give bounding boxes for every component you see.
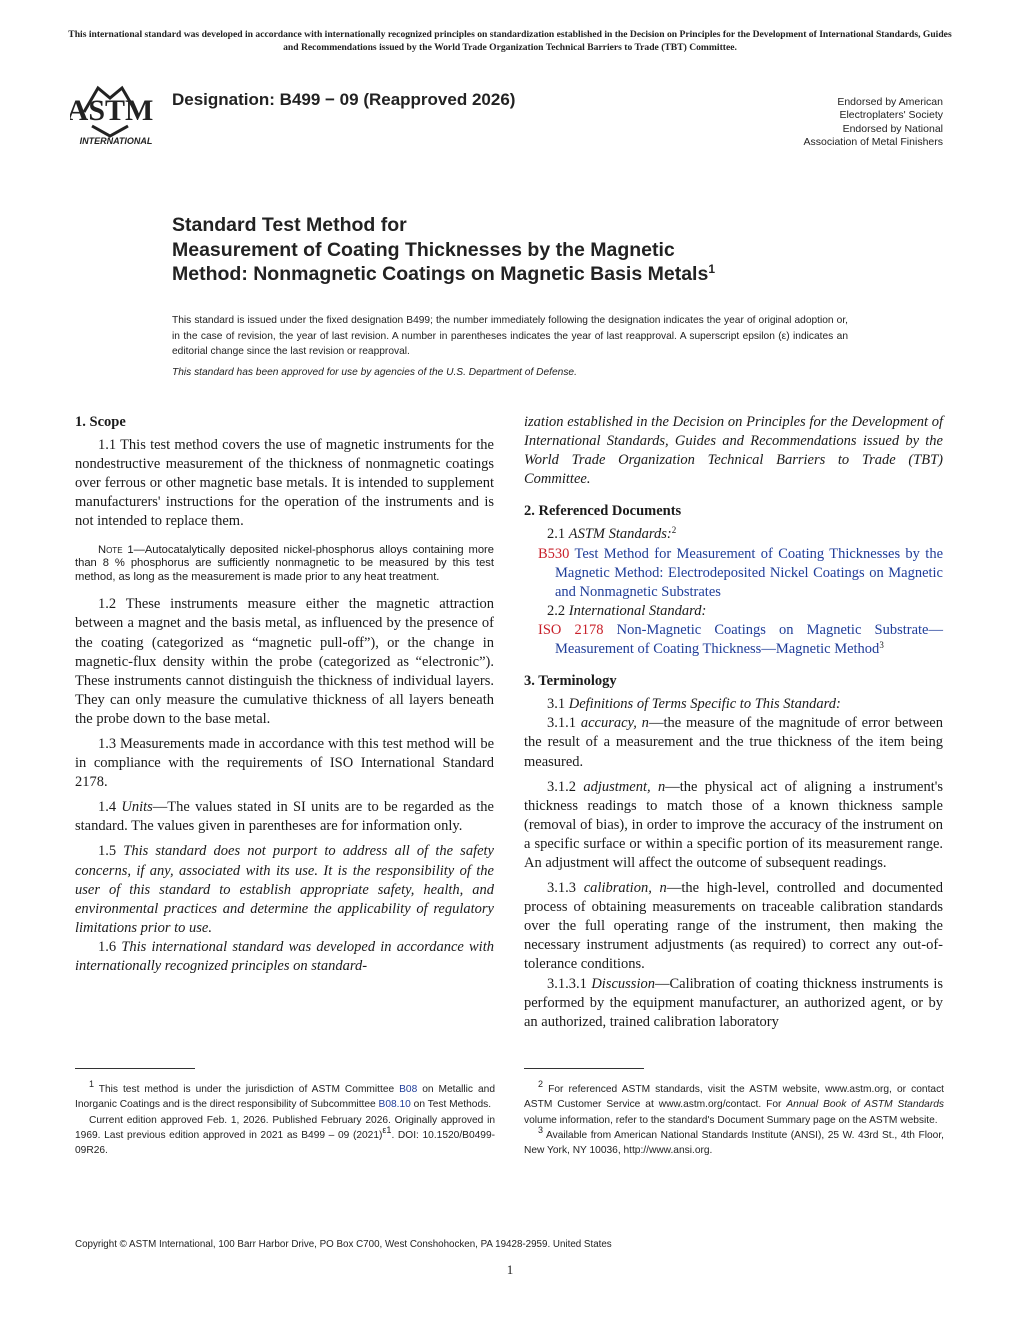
top-notice: This international standard was developed in accordance with internationally recognized principles on standardization established in the Decision on Principles for the Development of International Standards, Guides and Recommendations issued by the World Trade Organization Technical Barriers to Trade (TBT) Committee. xyxy=(68,29,952,53)
section-heading-scope: 1. Scope xyxy=(75,414,126,430)
para-text: —the physical act of aligning a instrument's thickness readings to match those of a known thickness sample (removal of bias), in order to improve the accuracy of the instrument on a specific surface or within a specific portion of its measurement range. An adjustment will affect the outcome of subsequent readings. xyxy=(524,778,944,871)
footnote-text: This test method is under the jurisdiction of ASTM Committee xyxy=(94,1084,400,1095)
paragraph-1-4 xyxy=(75,798,494,836)
term: calibration, n xyxy=(583,880,667,897)
document-title xyxy=(172,213,892,287)
para-text: International Standard: xyxy=(568,602,707,619)
footnote-text: on Metallic and Inorganic Coatings and is the direct responsibility of Subcommittee xyxy=(75,1084,495,1111)
reference-b530[interactable] xyxy=(524,545,943,602)
para-num: 3.1.2 xyxy=(547,778,584,795)
title-line-3 xyxy=(172,262,892,287)
para-num: 2.2 xyxy=(547,602,569,619)
copyright: Copyright © ASTM International, 100 Barr Harbor Drive, PO Box C700, West Conshohocken, PA 19428-2959. United States xyxy=(75,1239,612,1250)
footnote-text: Annual Book of ASTM Standards xyxy=(786,1099,944,1111)
section-heading-referenced: 2. Referenced Documents xyxy=(524,503,682,520)
para-text: ization established in the Decision on Principles for the Development of International Standards, Guides and Recommendations issued by the World Trade Organization Technical Barriers to Trade (TBT) Committee. xyxy=(524,414,943,488)
footnote-text: Available from American National Standards Institute (ANSI), 25 W. 43rd St., 4th Floor, New York, NY 10036, http://www.ansi.org. xyxy=(524,1129,944,1157)
note-1 xyxy=(75,544,494,585)
title-line-2: Measurement of Coating Thicknesses by the Magnetic xyxy=(172,238,675,261)
footnote-1 xyxy=(75,1079,495,1113)
footnote-2 xyxy=(524,1079,944,1128)
epsilon-mark: ε1 xyxy=(382,1124,392,1135)
term: Units xyxy=(121,799,153,816)
footnote-mark: 3 xyxy=(538,1124,544,1135)
subcommittee-link[interactable]: B08.10 xyxy=(378,1099,411,1111)
note-text: —Autocatalytically deposited nickel-phosphorus alloys containing more than 8 % phosphorus are sufficiently nonmagnetic to be measured by this test method, as long as the measurement is made prior to any heat treatment. xyxy=(75,543,494,583)
reference-iso-2178[interactable] xyxy=(524,621,943,659)
title-footnote-mark: 1 xyxy=(708,262,715,276)
footnote-text: For referenced ASTM standards, visit the ASTM website, www.astm.org, or contact ASTM Customer Service at www.astm.org/contact. For xyxy=(524,1084,944,1111)
footnotes-right xyxy=(524,1079,944,1158)
title-line-3-text: Method: Nonmagnetic Coatings on Magnetic Basis Metals xyxy=(172,263,709,285)
paragraph-1-6-continued xyxy=(524,413,943,489)
endorsement-line: Endorsed by National xyxy=(842,122,943,135)
paragraph-1-1: 1.1 This test method covers the use of magnetic instruments for the nondestructive measurement of the thickness of nonmagnetic coatings over ferrous or other magnetic base metals. It is intended to supplement manufacturers' instructions for the operation of the instruments and is not intended to replace them. xyxy=(75,437,494,530)
committee-link[interactable]: B08 xyxy=(399,1084,418,1095)
para-text: This international standard was developed in accordance with internationally recognized principles on standard- xyxy=(75,938,494,975)
endorsement-line: Endorsed by American xyxy=(837,96,943,108)
paragraph-1-6 xyxy=(75,938,494,976)
paragraph-3-1-1 xyxy=(524,714,943,771)
footnote-text: volume information, refer to the standard's Document Summary page on the ASTM website. xyxy=(524,1114,938,1126)
footnote-divider xyxy=(524,1068,644,1069)
para-num: 3.1.3.1 xyxy=(547,975,592,992)
footnote-mark: 1 xyxy=(89,1079,95,1089)
para-text: —the high-level, controlled and documented process of obtaining measurements on traceable calibration standards over the full operating range of the instrument, then making the necessary instrument adjustments (as required) to correct any out-of-tolerance conditions. xyxy=(524,880,943,973)
astm-logo-mark xyxy=(70,78,162,146)
astm-logo xyxy=(70,78,162,146)
note-label: Note 1 xyxy=(98,543,134,556)
endorsements xyxy=(804,96,943,149)
endorsement-line: Association of Metal Finishers xyxy=(803,135,943,148)
left-column xyxy=(75,413,494,976)
issued-statement: This standard is issued under the fixed designation B499; the number immediately following the designation indicates the year of original adoption or, in the case of revision, the year of last revision. A number in parentheses indicates the year of last reapproval. A superscript epsilon (ε) indicates an editorial change since the last revision or reapproval. xyxy=(172,315,848,358)
para-num: 2.1 xyxy=(547,526,569,543)
footnote-text: Current edition approved Feb. 1, 2026. Published February 2026. Originally approved in 1969. Last previous edition approved in 2021 as B499 – 09 (2021) xyxy=(75,1114,495,1141)
para-text: Definitions of Terms Specific to This Standard: xyxy=(568,696,841,713)
paragraph-3-1 xyxy=(524,695,943,714)
title-line-1: Standard Test Method for xyxy=(172,214,407,236)
paragraph-1-3: 1.3 Measurements made in accordance with this test method will be in compliance with the requirements of ISO International Standard 2178. xyxy=(75,736,494,791)
page-number: 1 xyxy=(506,1262,514,1277)
term: Discussion xyxy=(591,975,655,992)
footnote-text: . DOI: 10.1520/B0499-09R26. xyxy=(75,1129,495,1157)
footnote-mark: 3 xyxy=(879,640,884,651)
para-text: —The values stated in SI units are to be regarded as the standard. The values given in parentheses are for information only. xyxy=(75,799,494,835)
reference-code-link[interactable]: B530 xyxy=(538,545,570,562)
para-text: —Calibration of coating thickness instruments is performed by the equipment manufacturer, an authorized agent, or by an authorized, trained calibration laboratory xyxy=(524,975,944,1030)
para-text: ASTM Standards: xyxy=(568,526,672,543)
para-num: 1.5 xyxy=(98,843,124,860)
para-text: —the measure of the magnitude of error between the result of a measurement and the true thickness of the item being measured. xyxy=(524,715,943,770)
para-num: 3.1.1 xyxy=(547,715,581,732)
paragraph-3-1-3 xyxy=(524,879,943,974)
paragraph-3-1-3-1 xyxy=(524,975,943,1032)
endorsement-line: Electroplaters' Society xyxy=(839,109,943,122)
footnotes-left xyxy=(75,1079,495,1158)
footnote-mark: 2 xyxy=(538,1079,544,1089)
edition-note xyxy=(75,1113,495,1159)
reference-title-link[interactable]: Test Method for Measurement of Coating Thicknesses by the Magnetic Method: Electrodeposited Nickel Coatings on Magnetic and Nonmagnetic Substrates xyxy=(555,545,943,600)
approval-statement: This standard has been approved for use by agencies of the U.S. Department of Defense. xyxy=(172,367,577,378)
section-heading-terminology: 3. Terminology xyxy=(524,673,617,690)
reference-code-link[interactable]: ISO 2178 xyxy=(538,621,604,638)
para-num: 1.6 xyxy=(98,938,122,955)
right-column xyxy=(524,413,943,1032)
footnote-divider xyxy=(75,1068,195,1069)
footnote-mark: 2 xyxy=(671,525,677,536)
logo-mark-text: ASTM xyxy=(70,94,154,127)
footnote-3 xyxy=(524,1124,944,1159)
footnote-text: on Test Methods. xyxy=(410,1099,492,1111)
reference-title-link[interactable]: Non-Magnetic Coatings on Magnetic Substrate—Measurement of Coating Thickness—Magnetic Method xyxy=(555,621,943,658)
term: accuracy, n xyxy=(580,715,649,732)
designation: Designation: B499 − 09 (Reapproved 2026) xyxy=(172,90,516,109)
paragraph-3-1-2 xyxy=(524,778,943,873)
paragraph-1-5 xyxy=(75,842,494,937)
paragraph-2-1 xyxy=(524,525,943,544)
para-num: 1.4 xyxy=(98,799,122,816)
para-num: 3.1.3 xyxy=(547,880,584,897)
para-text: This standard does not purport to address all of the safety concerns, if any, associated with its use. It is the responsibility of the user of this standard to establish appropriate safety, health, and environmental practices and determine the applicability of regulatory limitations prior to use. xyxy=(75,843,494,936)
logo-subtitle: INTERNATIONAL xyxy=(79,136,153,146)
term: adjustment, n xyxy=(583,778,666,795)
paragraph-1-2: 1.2 These instruments measure either the magnetic attraction between a magnet and the basis metal, as influenced by the presence of the coating (categorized as “magnetic pull-off”), or the change in magnetic-flux density within the probe (categorized as “electronic”). These instruments cannot distinguish the thickness of individual layers. They can only measure the cumulative thickness of all layers beneath the probe down to the base metal. xyxy=(75,596,494,727)
para-num: 3.1 xyxy=(547,696,569,713)
paragraph-2-2 xyxy=(524,602,943,621)
